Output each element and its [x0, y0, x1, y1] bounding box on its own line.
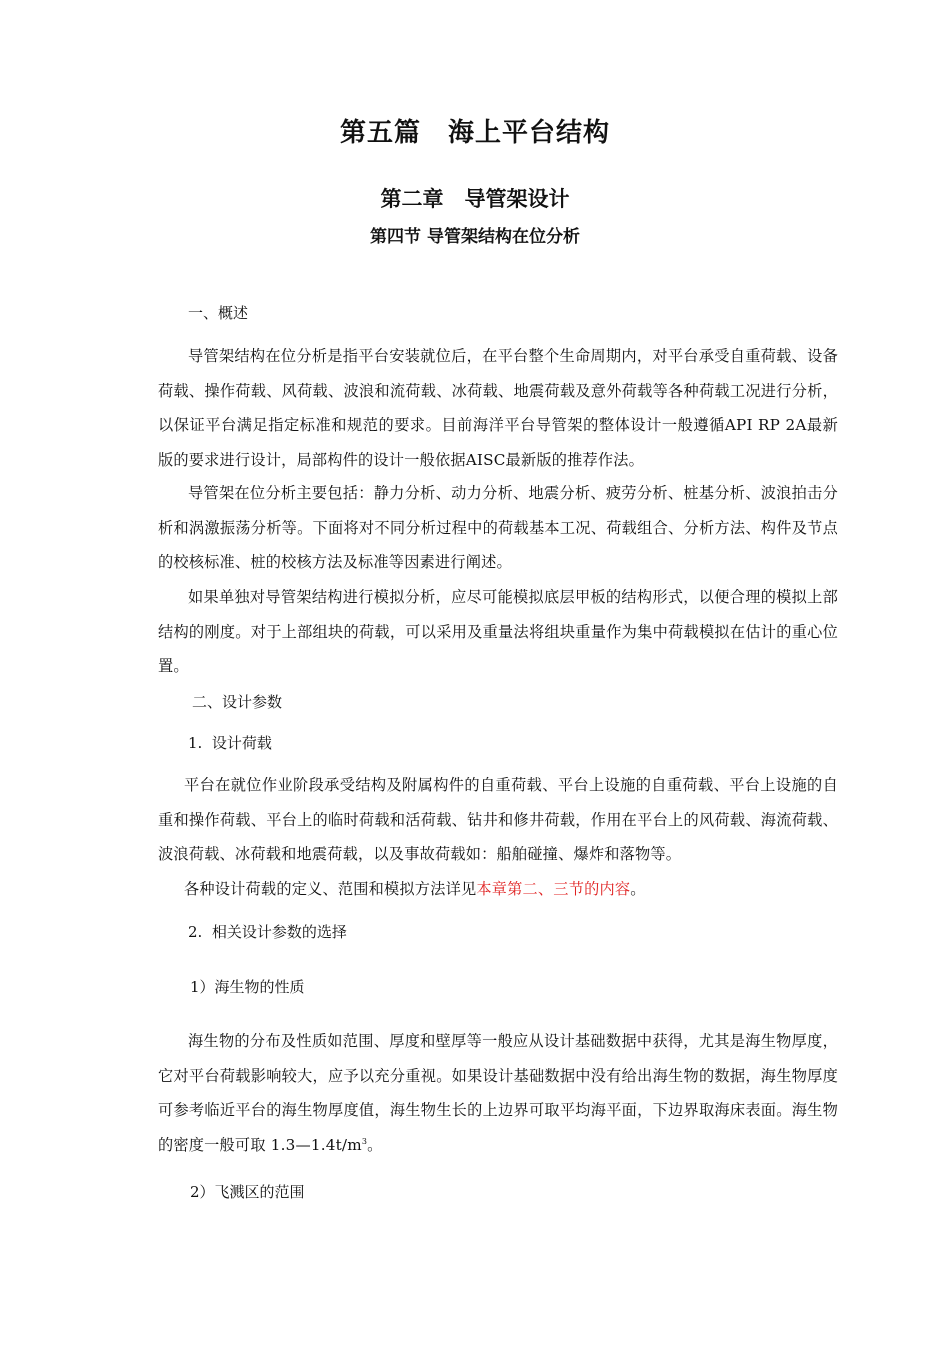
overview-paragraph-1: 导管架结构在位分析是指平台安装就位后，在平台整个生命周期内，对平台承受自重荷载、设备荷载、操作荷载、风荷载、波浪和流荷载、冰荷载、地震荷载及意外荷载等各种荷载工况进行分析，以保证平台满足指定标准和规范的要求。目前海洋平台导管架的整体设计一般遵循API RP 2A最新版的要求进行设计，局部构件的设计一般依据AISC最新版的推荐作法。 — [158, 347, 838, 469]
cubic-superscript: 3 — [361, 1136, 368, 1146]
overview-paragraph-2: 导管架在位分析主要包括：静力分析、动力分析、地震分析、疲劳分析、桩基分析、波浪拍击分析和涡激振荡分析等。下面将对不同分析过程中的荷载基本工况、荷载组合、分析方法、构件及节点的校核标准、桩的校核方法及标准等因素进行阐述。 — [158, 484, 838, 571]
chapter-title: 第二章 导管架设计 — [380, 187, 570, 211]
chapter-reference-link[interactable]: 本章第二、三节的内容 — [476, 880, 631, 898]
load-reference-end: 。 — [630, 880, 646, 898]
overview-heading: 一、概述 — [188, 304, 249, 322]
marine-growth-paragraph — [158, 1024, 838, 1162]
section-title: 第四节 导管架结构在位分析 — [370, 227, 580, 247]
design-params-heading: 二、设计参数 — [192, 693, 283, 711]
design-load-heading: 1. 设计荷载 — [188, 734, 272, 752]
marine-growth-end: 。 — [367, 1135, 383, 1154]
splash-zone-heading: 2）飞溅区的范围 — [190, 1183, 305, 1201]
part-title: 第五篇 海上平台结构 — [339, 118, 610, 148]
marine-growth-text: 海生物的分布及性质如范围、厚度和壁厚等一般应从设计基础数据中获得，尤其是海生物厚度，它对平台荷载影响较大，应予以充分重视。如果设计基础数据中没有给出海生物的数据，海生物厚度可参考临近平台的海生物厚度值，海生物生长的上边界可取平均海平面，下边界取海床表面。海生物的密度一般可取 1.3—1.4t/m — [158, 1032, 838, 1154]
load-reference-text: 各种设计荷载的定义、范围和模拟方法详见 — [184, 880, 477, 898]
design-load-paragraph: 平台在就位作业阶段承受结构及附属构件的自重荷载、平台上设施的自重荷载、平台上设施的自重和操作荷载、平台上的临时荷载和活荷载、钻井和修井荷载，作用在平台上的风荷载、海流荷载、波浪荷载、冰荷载和地震荷载，以及事故荷载如：船舶碰撞、爆炸和落物等。 — [158, 776, 838, 863]
overview-paragraph-3: 如果单独对导管架结构进行模拟分析，应尽可能模拟底层甲板的结构形式，以便合理的模拟上部结构的刚度。对于上部组块的荷载，可以采用及重量法将组块重量作为集中荷载模拟在估计的重心位置。 — [158, 588, 838, 675]
marine-growth-heading: 1）海生物的性质 — [190, 978, 305, 996]
load-reference-paragraph — [158, 872, 838, 907]
parameter-selection-heading: 2. 相关设计参数的选择 — [188, 923, 347, 941]
